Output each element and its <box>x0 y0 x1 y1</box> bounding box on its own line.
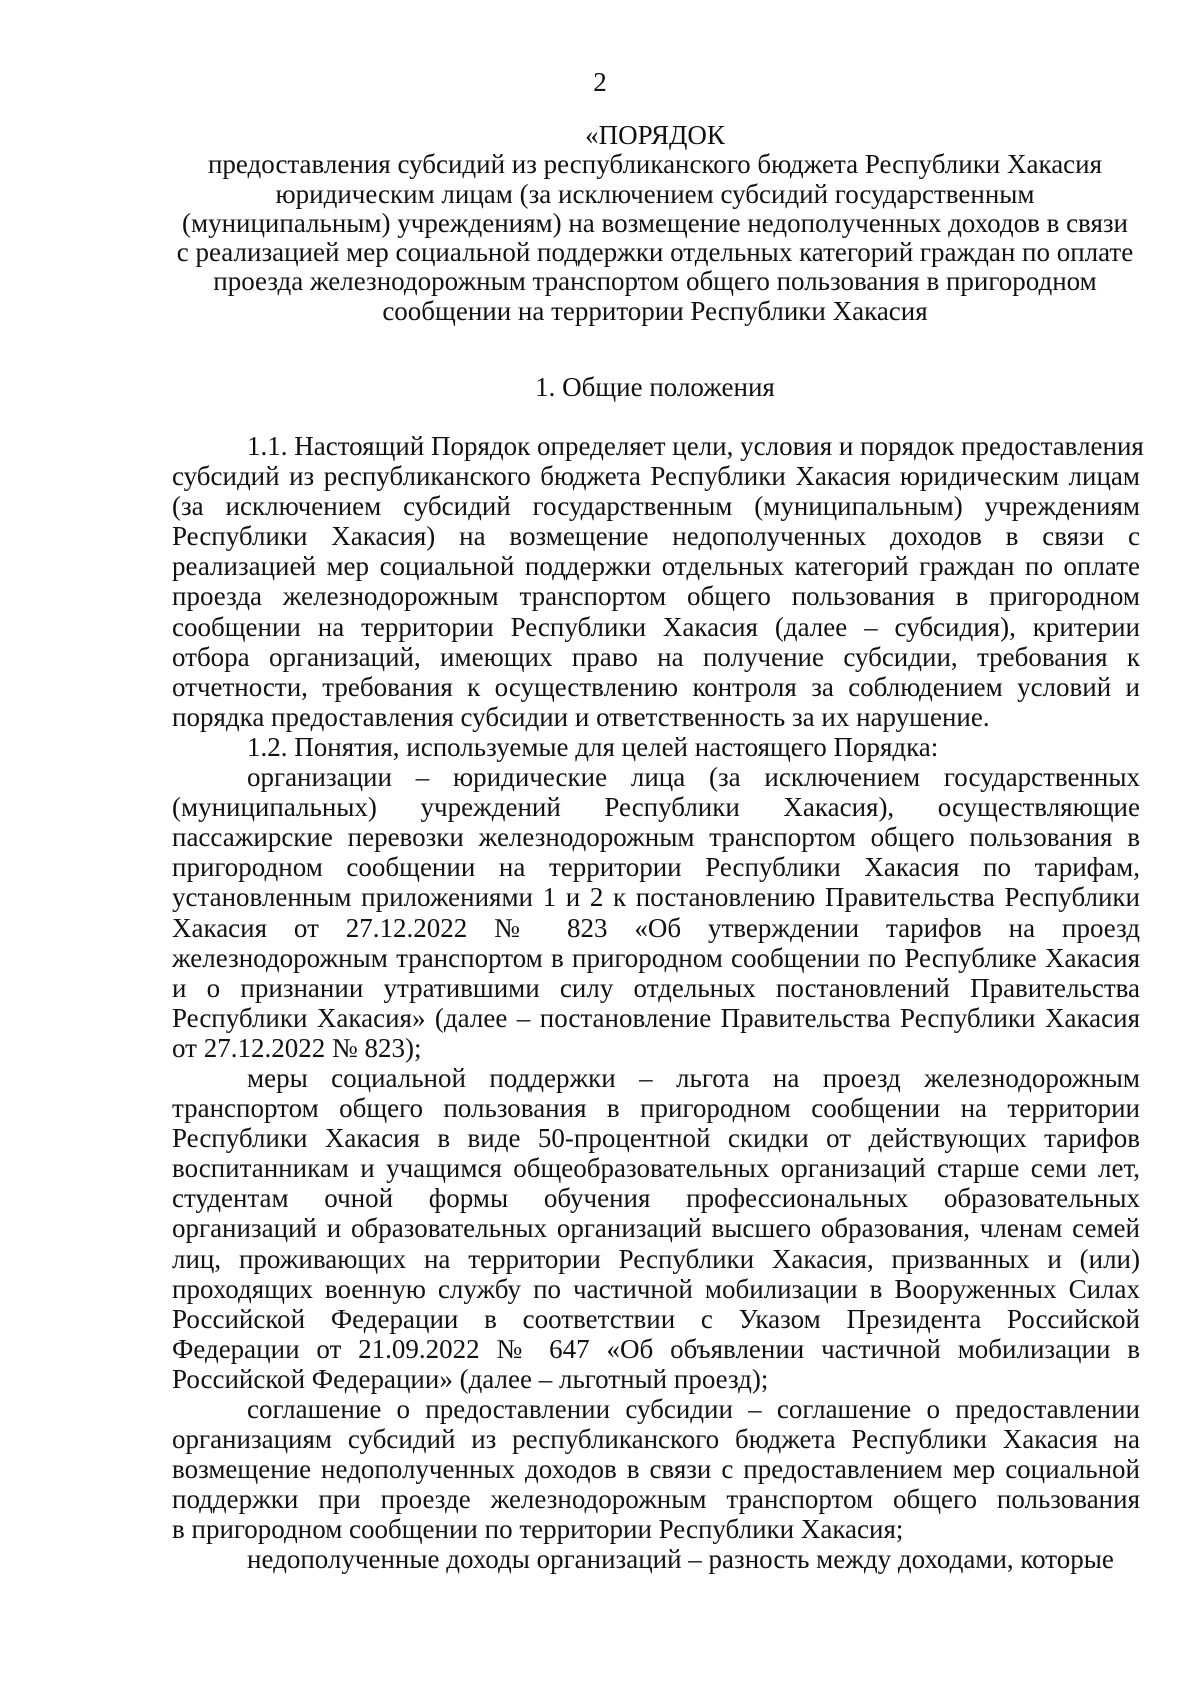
title-line: проезда железнодорожным транспортом общего пользования в пригородном <box>213 266 1097 297</box>
paragraph-line: студентам очной формы обучения профессиональных образовательных <box>172 1183 1140 1214</box>
paragraph-line: организации – юридические лица (за исключением государственных <box>247 762 1140 793</box>
paragraph-line: транспортом общего пользования в пригородном сообщении на территории <box>172 1093 1140 1124</box>
paragraph-line: организациям субсидий из республиканского бюджета Республики Хакасия на <box>172 1424 1140 1455</box>
paragraph-line: недополученные доходы организаций – разность между доходами, которые <box>247 1544 1114 1575</box>
paragraph-line: проезда железнодорожным транспортом общего пользования в пригородном <box>172 581 1140 612</box>
paragraph-line: организаций и образовательных организаций высшего образования, членам семей <box>172 1213 1140 1244</box>
document-title <box>160 121 1150 326</box>
paragraph-line: Республики Хакасия» (далее – постановление Правительства Республики Хакасия <box>172 1002 1140 1033</box>
paragraph-line: отбора организаций, имеющих право на получение субсидии, требования к <box>172 641 1140 672</box>
paragraph-line: 1.1. Настоящий Порядок определяет цели, условия и порядок предоставления <box>247 431 1144 461</box>
paragraph <box>172 1063 1140 1394</box>
paragraph-line: меры социальной поддержки – льгота на проезд железнодорожным <box>247 1062 1140 1093</box>
paragraph <box>172 732 1140 762</box>
paragraph-line: пригородном сообщении на территории Республики Хакасия по тарифам, <box>172 852 1140 883</box>
paragraph-line: отчетности, требования к осуществлению контроля за соблюдением условий и <box>172 671 1140 702</box>
title-line: предоставления субсидий из республиканского бюджета Республики Хакасия <box>207 149 1103 180</box>
body-text <box>172 431 1144 1575</box>
paragraph-line: Республики Хакасия) на возмещение недополученных доходов в связи с <box>172 521 1140 552</box>
paragraph-line: Российской Федерации в соответствии с Указом Президента Российской <box>172 1303 1140 1334</box>
paragraph-line: воспитанникам и учащимся общеобразовательных организаций старше семи лет, <box>172 1153 1140 1184</box>
title-heading: «ПОРЯДОК <box>585 120 725 150</box>
paragraph-line: от 27.12.2022 № 823); <box>172 1032 422 1063</box>
paragraph-line: (муниципальных) учреждений Республики Хакасия), осуществляющие <box>172 792 1140 823</box>
paragraph <box>172 431 1144 732</box>
paragraph <box>172 762 1140 1063</box>
paragraph-line: железнодорожным транспортом в пригородном сообщении по Республике Хакасия <box>172 942 1140 973</box>
paragraph <box>172 1544 1140 1574</box>
title-line: (муниципальным) учреждениям) на возмещение недополученных доходов в связи <box>182 207 1128 238</box>
paragraph-line: реализацией мер социальной поддержки отдельных категорий граждан по оплате <box>172 551 1140 582</box>
title-line: с реализацией мер социальной поддержки отдельных категорий граждан по оплате <box>176 237 1134 268</box>
paragraph-line: в пригородном сообщении по территории Республики Хакасия; <box>172 1514 904 1545</box>
paragraph-line: проходящих военную службу по частичной мобилизации в Вооруженных Силах <box>172 1273 1140 1304</box>
paragraph-line: субсидий из республиканского бюджета Республики Хакасия юридическим лицам <box>172 461 1140 492</box>
paragraph-line: Республики Хакасия в виде 50-процентной скидки от действующих тарифов <box>172 1123 1140 1154</box>
paragraph-line: поддержки при проезде железнодорожным транспортом общего пользования <box>172 1484 1140 1515</box>
paragraph-line: Хакасия от 27.12.2022 № 823 «Об утверждении тарифов на проезд <box>172 912 1140 943</box>
title-line: юридическим лицам (за исключением субсидий государственным <box>275 178 1035 209</box>
paragraph <box>172 1394 1140 1544</box>
page-number: 2 <box>593 67 607 97</box>
paragraph-line: Федерации от 21.09.2022 № 647 «Об объявлении частичной мобилизации в <box>172 1333 1140 1364</box>
title-line: сообщении на территории Республики Хакасия <box>382 295 928 326</box>
paragraph-line: 1.2. Понятия, используемые для целей настоящего Порядка: <box>247 731 939 762</box>
section-heading: 1. Общие положения <box>535 372 775 402</box>
paragraph-line: (за исключением субсидий государственным (муниципальным) учреждениям <box>172 491 1140 522</box>
paragraph-line: и о признании утратившими силу отдельных постановлений Правительства <box>172 972 1140 1003</box>
paragraph-line: возмещение недополученных доходов в связи с предоставлением мер социальной <box>172 1454 1140 1485</box>
paragraph-line: лиц, проживающих на территории Республики Хакасия, призванных и (или) <box>172 1243 1140 1274</box>
paragraph-line: Российской Федерации» (далее – льготный проезд); <box>172 1363 769 1394</box>
paragraph-line: порядка предоставления субсидии и ответственность за их нарушение. <box>172 701 990 732</box>
paragraph-line: установленным приложениями 1 и 2 к постановлению Правительства Республики <box>172 882 1140 913</box>
paragraph-line: сообщении на территории Республики Хакасия (далее – субсидия), критерии <box>172 611 1140 642</box>
paragraph-line: соглашение о предоставлении субсидии – соглашение о предоставлении <box>247 1394 1140 1424</box>
paragraph-line: пассажирские перевозки железнодорожным транспортом общего пользования в <box>172 822 1140 853</box>
